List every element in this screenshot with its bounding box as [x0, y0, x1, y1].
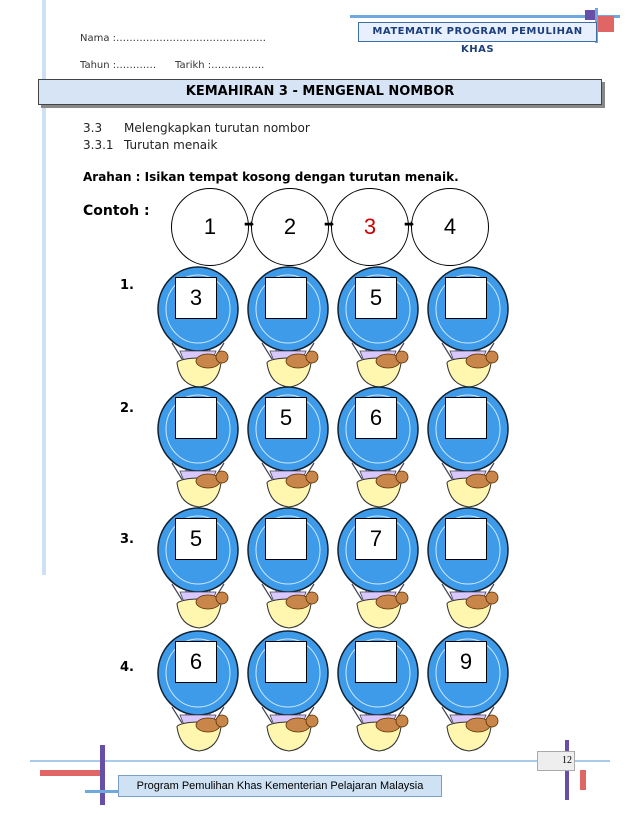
section-number: 3.3: [83, 121, 103, 135]
decor-square: [100, 745, 105, 805]
number-box: 3: [175, 277, 217, 319]
answer-box[interactable]: [175, 397, 217, 439]
row-label: 4.: [120, 660, 134, 675]
arrow-icon: ➡: [244, 217, 255, 231]
answer-box[interactable]: [445, 277, 487, 319]
example-circle: [331, 188, 409, 266]
subsection-number: 3.3.1: [83, 138, 114, 152]
example-value: 3: [363, 214, 377, 239]
example-value: 4: [443, 214, 457, 239]
subsection-text: Turutan menaik: [124, 138, 218, 152]
example-value: 2: [283, 214, 297, 239]
decor-square: [40, 770, 100, 776]
number-box: 5: [265, 397, 307, 439]
answer-box[interactable]: [265, 277, 307, 319]
footer-text: Program Pemulihan Khas Kementerian Pelajaran Malaysia: [118, 775, 442, 797]
instruction: Arahan : Isikan tempat kosong dengan turutan menaik.: [83, 170, 459, 184]
example-circle: [171, 188, 249, 266]
program-title: MATEMATIK PROGRAM PEMULIHAN KHAS: [358, 22, 597, 42]
arrow-icon: ➡: [324, 217, 335, 231]
example-value: 1: [203, 214, 217, 239]
decor-line: [30, 760, 610, 762]
page-number: 12: [537, 751, 575, 771]
tahun-field: Tahun :…………: [80, 60, 157, 71]
decor-square: [580, 770, 586, 790]
nama-field: Nama :………………………………………: [80, 33, 267, 44]
row-label: 1.: [120, 278, 134, 293]
answer-box[interactable]: [265, 518, 307, 560]
number-box: 9: [445, 641, 487, 683]
number-box: 6: [355, 397, 397, 439]
example-circle: [411, 188, 489, 266]
row-label: 2.: [120, 401, 134, 416]
decor-square: [598, 16, 614, 32]
example-label: Contoh :: [83, 203, 150, 219]
answer-box[interactable]: [355, 641, 397, 683]
page-title: KEMAHIRAN 3 - MENGENAL NOMBOR: [38, 79, 602, 105]
tarikh-field: Tarikh :…………….: [175, 60, 265, 71]
section-text: Melengkapkan turutan nombor: [124, 121, 310, 135]
decor-square: [585, 10, 595, 20]
number-box: 7: [355, 518, 397, 560]
arrow-icon: ➡: [404, 217, 415, 231]
number-box: 6: [175, 641, 217, 683]
answer-box[interactable]: [265, 641, 307, 683]
answer-box[interactable]: [445, 397, 487, 439]
example-circle: [251, 188, 329, 266]
answer-box[interactable]: [445, 518, 487, 560]
decor-line: [350, 15, 620, 18]
number-box: 5: [355, 277, 397, 319]
number-box: 5: [175, 518, 217, 560]
row-label: 3.: [120, 532, 134, 547]
